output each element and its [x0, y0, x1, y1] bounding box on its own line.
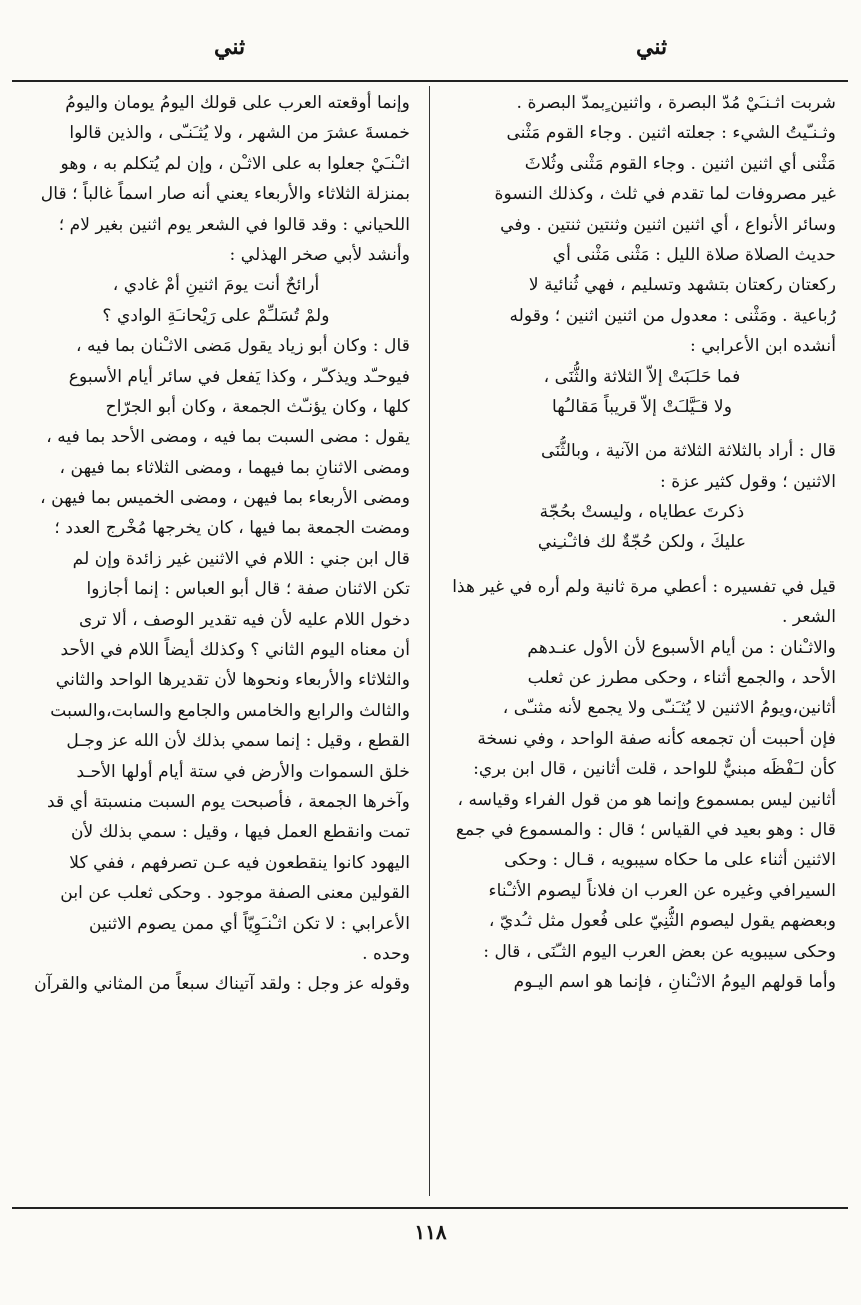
- top-rule: [12, 80, 848, 82]
- text-line: والثلاثاء والأربعاء ونحوها لأن تقديرها الواحد والثاني: [55, 670, 410, 691]
- text-line: فيوحـّد ويذكـّر ، وكذا يَفعل في سائر أيام الأسبوع: [68, 366, 410, 387]
- text-line: ركعتان ركعتان بتشهد وتسليم ، فهي ثُنائية لا: [528, 275, 836, 296]
- text-line: الاثنين ؛ وقول كثير عزة :: [659, 471, 836, 492]
- text-line: اليهود كانوا ينقطعون فيه عـن تصرفهم ، ففي كلا: [69, 852, 410, 873]
- text-line: كلها ، وكان يؤنـّث الجمعة ، وكان أبو الجرّاح: [105, 396, 410, 417]
- verse-line: ذكرتَ عطاياه ، وليستْ بحُجّة: [539, 502, 745, 523]
- text-line: قال : أراد بالثلاثة الثلاثة من الآنية ، وبالثُّنَى: [541, 441, 836, 462]
- text-line: رُباعية . ومَثْنى : معدول من اثنين اثنين ؛ وقوله: [509, 305, 836, 326]
- text-line: أنشده ابن الأعرابي :: [690, 336, 836, 357]
- text-line: وقوله عز وجل : ولقد آتيناك سبعاً من المثاني والقرآن: [34, 974, 410, 995]
- verse-line: ولمْ تُسَلـِّمْ على رَيْحانـَةِ الوادي ؟: [102, 305, 330, 326]
- text-line: القولين معنى الصفة موجود . وحكى ثعلب عن ابن: [60, 883, 410, 904]
- verse-line: عليكَ ، ولكن حُجّةٌ لك فاثـْنـِني: [537, 532, 747, 553]
- text-line: خلق السموات والأرض في ستة أيام أولها الأحـد: [76, 761, 410, 782]
- bottom-rule: [12, 1207, 848, 1209]
- text-line: كأن لـَفْظَه مبنيٌّ للواحد ، قلت أثانين ، قال ابن بري:: [473, 759, 836, 780]
- text-line: وبعضهم يقول ليصوم الثُّنِيّ على فُعول مثل ثـُديّ ،: [488, 911, 836, 932]
- text-line: القطع ، وقيل : إنما سمي بذلك لأن الله عز وجـل: [66, 731, 410, 752]
- text-line: وإنما أوقعته العرب على قولك اليومُ يومان واليومُ: [65, 93, 410, 113]
- text-line: تمت وانقطع العمل فيها ، وقيل : سمي بذلك لأن: [70, 822, 410, 843]
- text-line: أن معناه اليوم الثاني ؟ وكذلك أيضاً اللام في الأحد: [60, 640, 410, 661]
- text-line: الشعر .: [781, 607, 836, 628]
- text-line: ومضت الجمعة بما فيها ، كان يخرجها مُخْرج العدد ؛: [54, 518, 410, 539]
- text-line: غير مصروفات لما تقدم في ثلث ، وكذلك النسوة: [494, 184, 836, 205]
- text-line: ومضى الاثنانِ بما فيهما ، ومضى الثلاثاء بما فيهن ،: [59, 457, 410, 478]
- text-line: الأحد ، والجمع أثناء ، وحكى مطرز عن ثعلب: [527, 668, 836, 689]
- text-line: قال : وهو بعيد في القياس ؛ قال : والمسموع في جمع: [455, 819, 836, 840]
- text-line: ومضى الأربعاء بما فيهن ، ومضى الخميس بما فيهن ،: [40, 488, 410, 509]
- header-word-right: ثني: [636, 34, 668, 60]
- text-line: فإن أحببت أن تجمعه كأنه صفة الواحد ، وفي نسخة: [477, 728, 836, 749]
- verse-line: أرائحٌ أنت يومَ اثنينِ أمْ غادي ،: [112, 275, 320, 296]
- text-line: وحده .: [362, 943, 410, 964]
- text-line: أثانين،ويومُ الاثنين لا يُثـَنـّى ولا يجمع لأنه مثنـّى ،: [502, 698, 836, 719]
- header-word-left: ثني: [214, 34, 246, 60]
- text-line: وثـنـّيتُ الشيء : جعلته اثنين . وجاء القوم مَثْنى: [506, 123, 836, 144]
- text-line: وأما قولهم اليومُ الاثـْنانِ ، فإنما هو اسم اليـوم: [513, 971, 836, 992]
- text-line: حديث الصلاة صلاة الليل : مَثْنى مَثْنى أي: [552, 244, 836, 265]
- text-line: وآخرها الجمعة ، فأصبحت يوم السبت منسبتة أي قد: [47, 791, 410, 812]
- text-line: والثالث والرابع والخامس والجامع والسابت،والسبت: [50, 700, 410, 721]
- page-number: ١١٨: [414, 1220, 447, 1244]
- text-line: قيل في تفسيره : أعطي مرة ثانية ولم أره في غير هذا: [452, 576, 836, 597]
- text-line: السيرافي وغيره عن العرب ان فلاناً ليصوم الأثـْناء: [488, 880, 836, 901]
- text-line: الأعرابي : لا تكن اثـْنـَوِيّاً أي ممن يصوم الاثنين: [88, 913, 410, 934]
- text-line: وحكى سيبويه عن بعض العرب اليوم الثـّنَى ، قال :: [483, 941, 836, 962]
- text-line: خمسةَ عشرَ من الشهر ، ولا يُثـَنـّى ، والذين قالوا: [69, 123, 410, 144]
- text-line: تكن الاثنان صفة ؛ قال أبو العباس : إنما أجازوا: [86, 579, 410, 600]
- verse-line: ولا قـَيَّلـَتْ إلاّ قريباً مَقالـُها: [551, 396, 733, 417]
- text-line: يقول : مضى السبت بما فيه ، ومضى الأحد بما فيه ،: [46, 427, 410, 448]
- right-column: [448, 88, 836, 997]
- text-line: أثانين ليس بمسموع وإنما هو من قول الفراء وقياسه ،: [457, 789, 836, 810]
- text-line: قال : وكان أبو زياد يقول مَضى الاثـْنان بما فيه ،: [76, 336, 410, 357]
- text-line: اثـْنـَيْ جعلوا به على الاثـْن ، وإن لم يُتكلم به ، وهو: [60, 153, 410, 174]
- text-line: اللحياني : وقد قالوا في الشعر يوم اثنين بغير لام ؛: [58, 214, 410, 235]
- text-line: وسائر الأنواع ، أي اثنين اثنين وثنتين ثنتين . وفي: [500, 214, 836, 235]
- text-line: وأنشد لأبي صخر الهذلي :: [229, 244, 410, 265]
- paragraph-gap: [448, 558, 836, 572]
- left-column: [22, 88, 410, 1000]
- text-line: مَثْنى أي اثنين اثنين . وجاء القوم مَثْنى وثُلاثَ: [524, 153, 836, 174]
- paragraph-gap: [448, 422, 836, 436]
- text-line: الاثنين أثناء على ما حكاه سيبويه ، قـال : وحكى: [504, 850, 836, 871]
- text-line: بمنزلة الثلاثاء والأربعاء يعني أنه صار اسماً غالباً ؛ قال: [40, 184, 410, 205]
- text-line: دخول اللام عليه لأن فيه تقدير الوصف ، ألا ترى: [78, 609, 410, 630]
- text-line: شربت اثـنـَيْ مُدّ البصرة ، واثنين ٍبمدّ البصرة .: [516, 93, 836, 113]
- text-line: قال ابن جني : اللام في الاثنين غير زائدة وإن لم: [72, 548, 410, 569]
- column-separator: [429, 86, 430, 1196]
- verse-line: فما حَلـَبَتْ إلاّ الثلاثة والثُّنَى ،: [543, 366, 741, 387]
- text-line: والاثـْنان : من أيام الأسبوع لأن الأول عنـدهم: [527, 637, 836, 658]
